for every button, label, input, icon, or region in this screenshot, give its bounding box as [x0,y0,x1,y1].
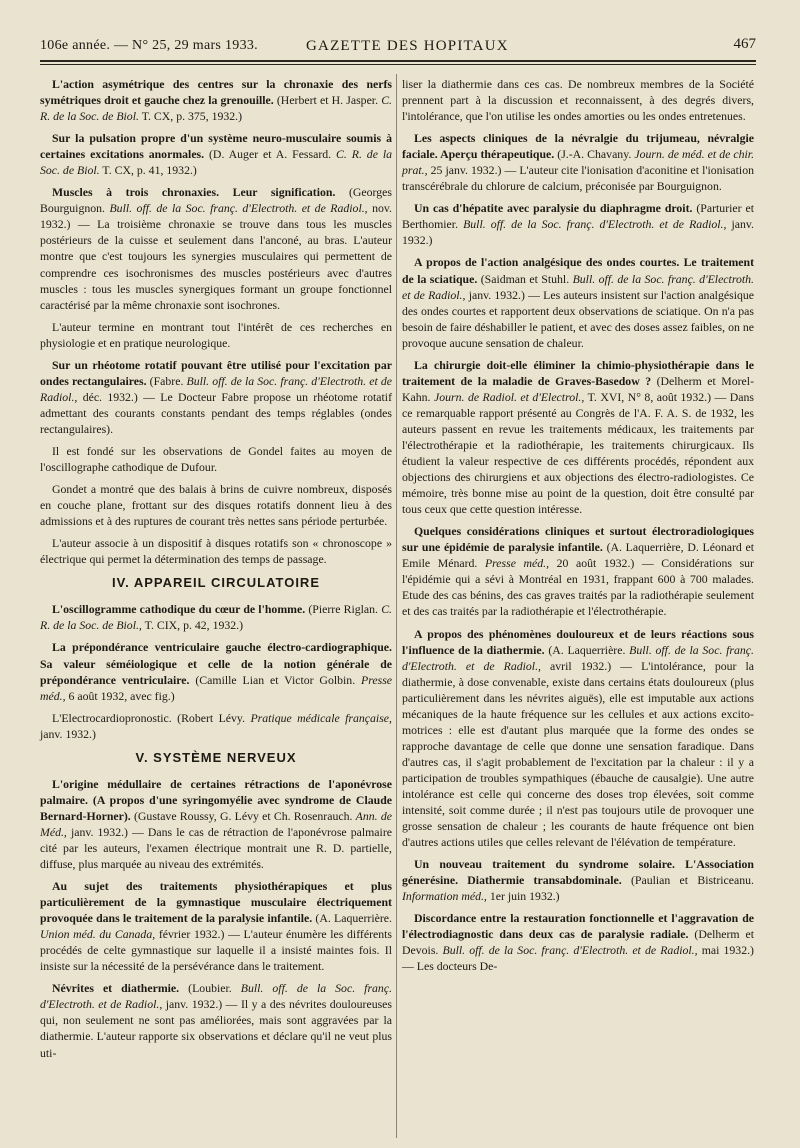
article-entry [402,523,754,619]
article-body: janv. 1932.) — Il y a des névrites douloureuses qui, non seulement ne sont pas améliorées, mais sont aggravées par la diathermie. L'auteur rapporte six observations et déclare qu'il ne veut plus uti- [40,997,393,1060]
article-entry [40,357,392,437]
article-body: T. XVI, N° 8, août 1932.) — Dans ce remarquable rapport présenté au Congrès de l'A. F. A. S. de 1932, les auteurs passent en revue les traitements médicaux, les traitements par l'électrothérapie et la radiothérapie, les traitements chirurgicaux. Ils étudient la valeur respective de ces différents procédés, répondent aux objections des chirurgiens et aux objections des électro-radiologistes. Ce mémoire, très bonne mise au point de la question, doit être consulté par tous ceux que cette question intéresse. [402,389,754,517]
right-column [402,76,754,980]
article-body: janv. 1932.) — Dans le cas de rétraction de l'aponévrose palmaire cité par les auteurs, l'examen électrique montrait une R. D. partielle, diffuse, plus marquée au niveau des extrémités. [40,824,392,872]
article-body: déc. 1932.) — Le Docteur Fabre propose un rhéotome rotatif admettant des courants constants pendant des temps réglables (ondes rectangulaires). [40,389,392,436]
article-body: janv. 1932.) — Les auteurs insistent sur l'action analgésique des ondes courtes et rapportent deux observations de sciatique. On n'a pas besoin de faire déshabiller le patient, et avec des doses assez faibles, on ne provoque aucune sensation de chaleur. [402,287,754,350]
article-body: nov. 1932.) — La troisième chronaxie se trouve dans tous les muscles postérieurs de la cuisse et seulement dans l'anconé, au bras. L'auteur montre que c'est toujours les synergies musculaires qui permettent de comprendre ces isochronismes des muscles postérieurs avec d'autres muscles : tous les muscles synergiques formant un groupe fonctionnel caractérisé par la même chronaxie sont isochrones. [40,201,392,312]
article-entry [402,856,754,904]
article-body: 25 janv. 1932.) — L'auteur cite l'ionisation d'aconitine et l'ionisation transcérébrale du chlorure de calcium, préconisée par Bourguignon. [402,163,755,194]
article-authors: (Delherm et Morel-Kahn. [402,373,755,404]
article-entry [402,76,754,124]
article-reference: Information méd., [402,889,487,904]
article-title: Muscles à trois chronaxies. Leur signification. [52,185,336,200]
article-paragraph: L'auteur associe à un dispositif à disques rotatifs son « chronoscope » électrique qui permet la détermination des temps de passage. [40,536,392,567]
article-reference: C. R. de la Soc. de Biol., [40,602,393,633]
article-title: L'action asymétrique des centres sur la chronaxie des nerfs symétriques droit et gauche chez la grenouille. [40,77,392,108]
article-reference: Pratique médicale française, [250,710,392,725]
article-body: février 1932.) — L'auteur énumère les différents procédés de celte gymnastique sur laquelle il a insisté maintes fois. Il insiste sur la nécessité de la persévérance dans le traitement. [40,927,393,974]
article-authors: (Paulian et Bistriceanu. [630,873,754,888]
article-entry [40,776,392,872]
left-column [40,76,392,1067]
article-entry [402,130,754,194]
article-body: T. CX, p. 375, 1932.) [141,109,243,124]
article-entry [402,910,754,974]
article-reference: Bull. off. de la Soc. franç. d'Electroth. et de Radiol., [109,201,368,216]
article-authors: (Loubier. [188,981,232,996]
article-title: Les aspects cliniques de la névralgie du trijumeau, névralgie faciale. Aperçu thérapeutique. [402,131,754,162]
article-paragraph: Gondet a montré que des balais à brins de cuivre nombreux, disposés en couche plane, frottant sur des disques rotatifs donnent lieu à des admissions et à des ruptures de courant très nettes sans période perturbée. [40,482,392,529]
article-title: La chirurgie doit-elle éliminer la chimio-physiothérapie dans le traitement de la maladie de Graves-Basedow ? [402,357,754,388]
article-authors: (A. Laquerrière, D. Léonard et Emile Ménard. [402,540,755,571]
article-body: 1er juin 1932.) [489,889,560,904]
article-body: janv. 1932.) [402,217,754,248]
issue-line: 106e année. — N° 25, 29 mars 1933. [40,38,258,53]
section-heading-iv: IV. APPAREIL CIRCULATOIRE [112,575,320,591]
article-reference: Presse méd., [40,672,393,703]
article-authors: (D. Auger et A. Fessard. [209,147,332,162]
article-authors: (Delherm et Devois. [402,927,754,958]
article-body: janv. 1932.) [40,726,96,741]
article-title: L'origine médullaire de certaines rétractions de l'aponévrose palmaire. (A propos d'une syringomyélie avec syndrome de Claude Bernard-Horner). [40,776,392,823]
article-entry [40,710,392,742]
article-reference: Ann. de Méd., [40,808,392,839]
article-title: Un cas d'hépatite avec paralysie du diaphragme droit. [414,201,693,216]
article-entry [402,254,754,350]
header-rule-thin [40,64,756,65]
article-authors: (Georges Bourguignon. [40,185,392,216]
article-reference: Bull. off. de la Soc. franç. d'Electroth. et de Radiol., [40,981,393,1012]
article-reference: Bull. off. de la Soc. franç. d'Electroth. et de Radiol., [463,217,727,232]
article-title: Sur un rhéotome rotatif pouvant être utilisé pour l'excitation par ondes rectangulaires. [40,357,392,388]
article-entry [40,639,392,703]
article-authors: (Parturier et Berthomier. [402,201,754,232]
article-reference: Bull. off. de la Soc. franç. d'Electroth. et de Radiol., [442,943,698,958]
article-paragraph: L'auteur termine en montrant tout l'intérêt de ces recherches en physiologie et en pratique neurologique. [40,319,392,350]
article-authors: (Gustave Roussy, G. Lévy et Ch. Rosenrauch. [133,808,353,823]
article-authors: (A. Laquerrière. [548,642,626,657]
article-reference: Journ. de méd. et de chir. prat., [402,147,755,178]
header-rule [40,60,756,62]
article-entry [40,878,392,974]
article-authors: L'Electrocardiopronostic. (Robert Lévy. [52,710,246,725]
article-entry [402,357,754,517]
article-reference: Bull. off. de la Soc. franç. d'Electroth. et de Radiol., [402,642,754,673]
article-authors: (Camille Lian et Victor Golbin. [195,672,356,687]
article-entry [40,76,392,124]
column-divider [396,74,397,1138]
article-entry [40,601,392,633]
article-reference: Presse méd., [484,556,550,571]
article-title: L'oscillogramme cathodique du cœur de l'homme. [52,602,306,617]
article-authors: (Saidman et Stuhl. [480,271,570,286]
article-title: Discordance entre la restauration fonctionnelle et l'aggravation de l'électrodiagnostic dans deux cas de paralysie radiale. [402,911,754,942]
article-reference: C. R. de la Soc. de Biol. [40,147,392,178]
article-body: T. CIX, p. 42, 1932.) [144,618,244,633]
article-entry [40,130,392,178]
article-body: mai 1932.) — Les docteurs De- [402,943,754,974]
article-body: 6 août 1932, avec fig.) [68,688,175,703]
article-entry [40,980,392,1060]
article-title: Au sujet des traitements physiothérapiques et plus particulièrement de la gymnastique musculaire électriquement provoquée dans le traitement de la paralysie infantile. [40,879,392,926]
article-reference: Union méd. du Canada, [40,927,156,942]
page-number: 467 [733,36,756,52]
article-body: liser la diathermie dans ces cas. De nombreux membres de la Société prennent part à la discussion et reconnaissent, à des degrés divers, l'intolérance, que l'on utilise les ondes amorties ou les ondes entretenues. [402,77,754,124]
article-body: T. CX, p. 41, 1932.) [102,163,197,178]
article-title: A propos des phénomènes douloureux et de leurs réactions sous l'influence de la diathermie. [402,626,754,657]
article-body: 20 août 1932.) — Considérations sur l'épidémie qui a sévi à Montréal en 1931, frappant 600 à 700 malades. Etude des cas bénins, des cas graves traités par la radiothérapie seulement et des cas traités par la radiothérapie et l'électrothérapie. [402,556,754,619]
article-reference: Bull. off. de la Soc. franç. d'Electroth. et de Radiol., [40,373,392,404]
article-reference: Journ. de Radiol. et d'Electrol., [434,389,585,404]
article-entry [402,200,754,248]
article-entry [402,626,754,851]
article-body: avril 1932.) — L'intolérance, pour la diathermie, à dose convenable, existe dans certains états douloureux (plus particulièrement dans les névrites aiguës), elle est imputable aux actions mécaniques de la haute fréquence sur les cellules et aux actions excito-motrices : elle est d'autant plus marquée que la forme des ondes se rapproche davantage de celle que donne une sensation faradique. Dans d'autres cas, il s'agit probablement de l'excitation par la chaleur : il y a participation de troubles sympathiques (ébauche de causalgie). Une autre intolérance est celle qui concerne des doses trop élevées, soit comme intensité, soit comme durée ; il n'est pas toujours utile de provoquer une grosse sensation de chaleur ; les courants de haute fréquence ont bien d'autres actions utiles que celles relevant de l'élévation de température. [402,658,755,850]
article-title: Névrites et diathermie. [52,981,180,996]
article-authors: (A. Laquerrière. [315,911,392,926]
journal-title: GAZETTE DES HOPITAUX [306,38,509,54]
article-reference: Bull. off. de la Soc. franç. d'Electroth. et de Radiol., [402,271,755,302]
page-header [40,36,756,58]
article-title: A propos de l'action analgésique des ondes courtes. Le traitement de la sciatique. [402,255,754,286]
article-authors: (Herbert et H. Jasper. [276,93,379,108]
article-title: Sur la pulsation propre d'un système neuro-musculaire soumis à certaines excitations anormales. [40,131,392,162]
article-paragraph: Il est fondé sur les observations de Gondel faites au moyen de l'oscillographe cathodique de Dufour. [40,443,392,475]
article-authors: (J.-A. Chavany. [557,147,632,162]
article-title: Un nouveau traitement du syndrome solaire. L'Association génerésine. Diathermie transabdominale. [402,857,754,888]
article-title: La prépondérance ventriculaire gauche électro-cardiographique. Sa valeur séméiologique et celle de la notion générale de prépondérance ventriculaire. [40,640,392,687]
article-reference: C. R. de la Soc. de Biol. [40,93,393,124]
section-heading-v: V. SYSTÈME NERVEUX [135,749,297,765]
article-authors: (Fabre. [149,373,184,388]
article-entry [40,184,392,312]
article-authors: (Pierre Riglan. [308,602,379,617]
article-title: Quelques considérations cliniques et surtout électroradiologiques sur une épidémie de paralysie infantile. [402,524,754,555]
